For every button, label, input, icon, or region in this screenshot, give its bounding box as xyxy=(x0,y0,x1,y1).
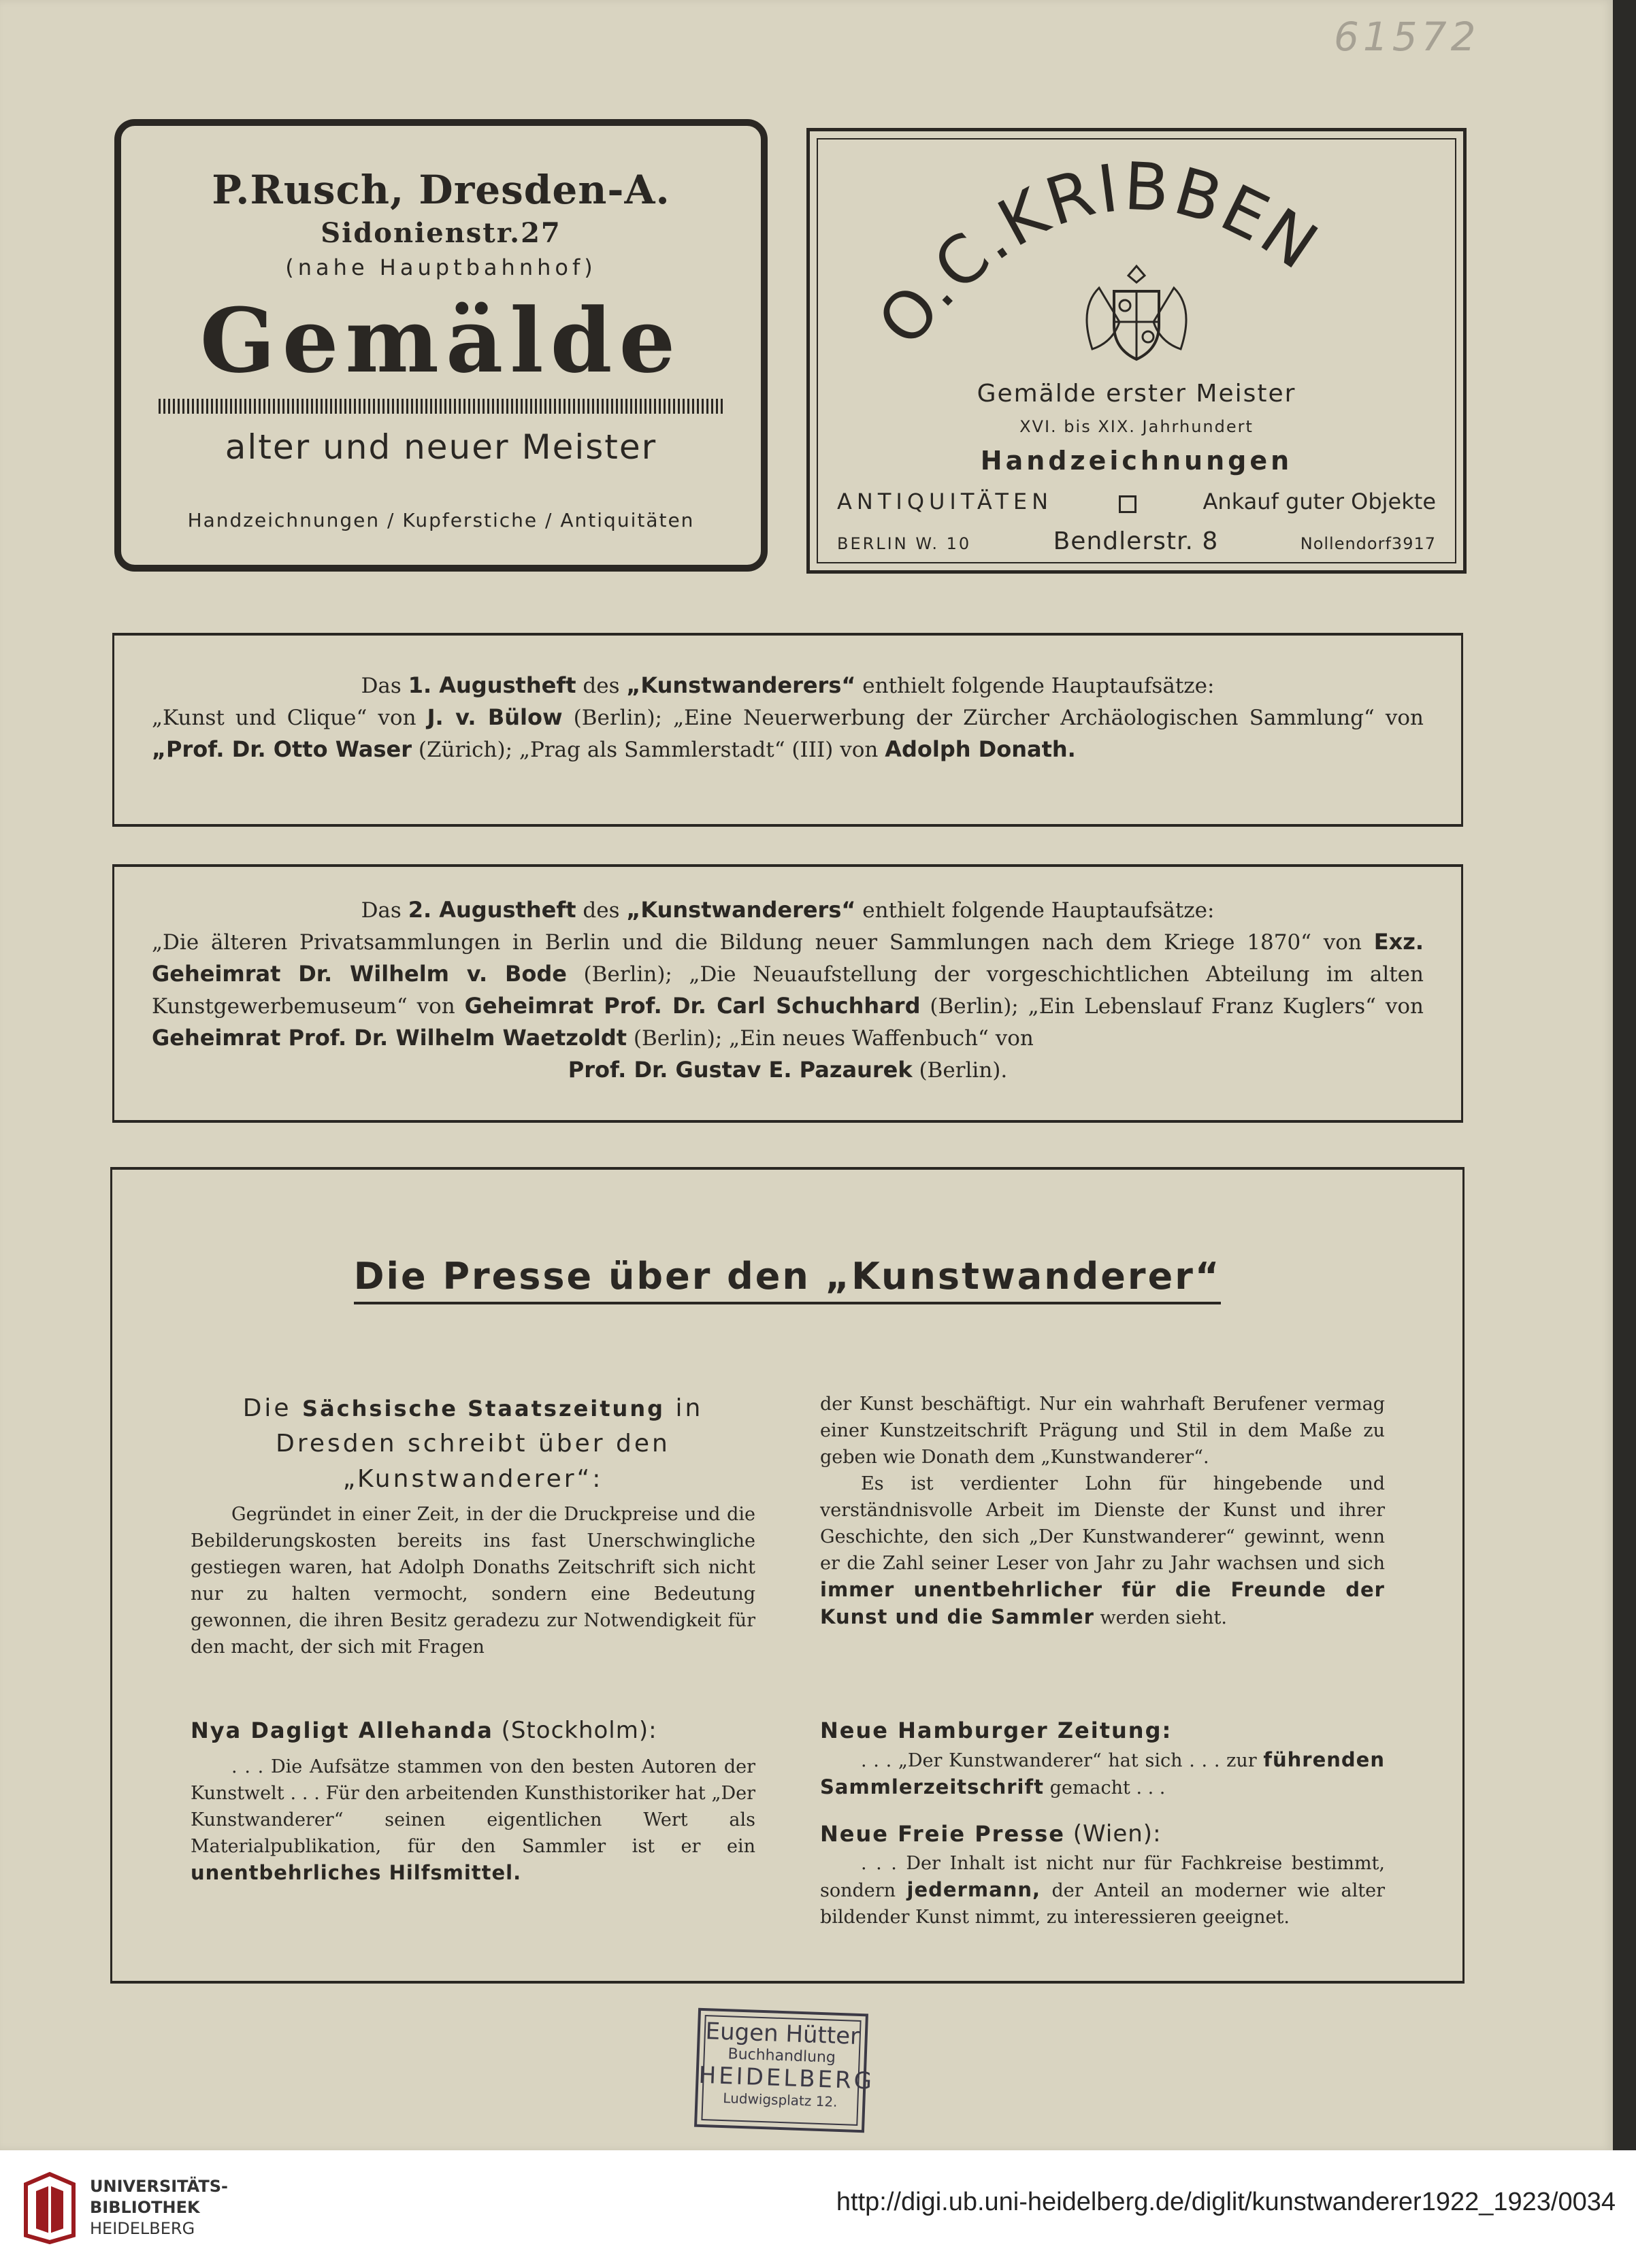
archive-number: 61572 xyxy=(1334,14,1480,60)
rusch-note: (nahe Hauptbahnhof) xyxy=(285,254,597,280)
press-quotes-box xyxy=(110,1167,1465,1984)
university-library-name: UNIVERSITÄTS- BIBLIOTHEK HEIDELBERG xyxy=(90,2177,229,2238)
rusch-street: Sidonienstr.27 xyxy=(321,217,561,249)
permalink-url[interactable]: http://digi.ub.uni-heidelberg.de/diglit/kunstwanderer1922_1923/0034 xyxy=(836,2188,1616,2216)
quote-source: Die Sächsische Staatszeitung in Dresden schreibt über den „Kunstwanderer“: xyxy=(242,1394,704,1493)
august-issue-2-text: Das 2. Augustheft des „Kunstwanderers“ enthielt folgende Hauptaufsätze: „Die älteren Privatsammlungen in Berlin und die Bildung neuer Sammlungen nach dem Kriege 1870“ von Exz. Geheimrat Dr. Wilhelm v. Bode (Berlin); „Die Neuaufstellung der vorgeschichtlichen Abteilung im alten Kunstgewerbemuseum“ von Geheimrat Prof. Dr. Carl Schuchhard (Berlin); „Ein Lebenslauf Franz Kuglers“ von Geheimrat Prof. Dr. Wilhelm Waetzoldt (Berlin); „Ein neues Waffenbuch“ von Prof. Dr. Gustav E. Pazaurek (Berlin). xyxy=(152,894,1424,1086)
august-issue-1-box xyxy=(112,633,1463,827)
press-title: Die Presse über den „Kunstwanderer“ xyxy=(112,1255,1462,1298)
kribben-tagline: Gemälde erster Meister xyxy=(977,380,1296,408)
bookseller-stamp: Eugen Hütter Buchhandlung HEIDELBERG Ludwigsplatz 12. xyxy=(694,2008,868,2133)
quote-source: Neue Hamburger Zeitung: xyxy=(820,1718,1173,1743)
august-issue-2-lead: Das 2. Augustheft des „Kunstwanderers“ enthielt folgende Hauptaufsätze: xyxy=(361,897,1215,923)
viewer-footer xyxy=(0,2150,1636,2268)
kribben-phone: Nollendorf3917 xyxy=(1300,534,1436,553)
square-bullet-icon xyxy=(1119,495,1136,513)
rusch-headline: Gemälde xyxy=(199,289,683,393)
kribben-purchase: Ankauf guter Objekte xyxy=(1203,489,1436,514)
scan-edge xyxy=(1613,0,1636,2150)
advertisement-kribben xyxy=(806,128,1467,574)
kribben-address xyxy=(837,527,1436,555)
august-issue-2-box xyxy=(112,864,1463,1123)
quote-neue-hamburger-zeitung: Neue Hamburger Zeitung: . . . „Der Kunstwanderer“ hat sich . . . zur führenden Sammlerzeitschrift gemacht . . . Neue Freie Presse (Wien): . . . Der Inhalt ist nicht nur für Fachkreise bestimmt, sondern jedermann, der Anteil an moderner wie alter bildender Kunst nimmt, zu interessieren geeignet. xyxy=(820,1714,1385,1930)
svg-text:O.C.KRIBBEN: O.C.KRIBBEN xyxy=(863,148,1333,360)
quote-nya-dagligt-allehanda: Nya Dagligt Allehanda (Stockholm): . . . Die Aufsätze stammen von den besten Autoren der Kunstwelt . . . Für den arbeitenden Kunsthistoriker hat „Der Kunstwanderer“ seinen eigentlichen Wert als Materialpublikation, für den Sammler ist er ein unentbehrliches Hilfsmittel. xyxy=(191,1714,755,1887)
advertisement-rusch xyxy=(114,119,768,572)
rusch-items: Handzeichnungen / Kupferstiche / Antiquitäten xyxy=(187,509,695,531)
university-library-logo-icon xyxy=(19,2171,80,2246)
kribben-drawings: Handzeichnungen xyxy=(980,446,1293,476)
kribben-city: BERLIN W. 10 xyxy=(837,534,972,553)
decorative-rule xyxy=(159,399,723,414)
august-issue-1-lead: Das 1. Augustheft des „Kunstwanderers“ enthielt folgende Hauptaufsätze: xyxy=(361,672,1215,698)
kribben-street: Bendlerstr. 8 xyxy=(1053,527,1219,555)
rusch-subline: alter und neuer Meister xyxy=(225,427,657,467)
august-issue-1-text: Das 1. Augustheft des „Kunstwanderers“ enthielt folgende Hauptaufsätze: „Kunst und Clique“ von J. v. Bülow (Berlin); „Eine Neuerwerbung der Zürcher Archäologischen Sammlung“ von „Prof. Dr. Otto Waser (Zürich); „Prag als Sammlerstadt“ (III) von Adolph Donath. xyxy=(152,670,1424,766)
kribben-period: XVI. bis XIX. Jahrhundert xyxy=(1019,417,1254,436)
quote-saechsische-continued: der Kunst beschäftigt. Nur ein wahrhaft Berufener vermag einer Kunstzeitschrift Prägung und Stil in dem Maße zu geben wie Donath dem „Kunstwanderer“. Es ist verdienter Lohn für hingebende und verständnisvolle Arbeit im Dienste der Kunst und ihrer Geschichte, den sich „Der Kunstwanderer“ gewinnt, wenn er die Zahl seiner Leser von Jahr zu Jahr wachsen und sich immer unentbehrlicher für die Freunde der Kunst und die Sammler werden sieht. xyxy=(820,1394,1385,1628)
kribben-services xyxy=(837,489,1436,514)
quote-source: Neue Freie Presse (Wien): xyxy=(820,1820,1162,1847)
coat-of-arms-icon xyxy=(1072,261,1201,363)
rusch-name: P.Rusch, Dresden-A. xyxy=(212,167,670,213)
quote-saechsische-staatszeitung: Die Sächsische Staatszeitung in Dresden schreibt über den „Kunstwanderer“: Gegründet in einer Zeit, in der die Druckpreise und die Bebilderungskosten bereits ins fast Unerschwingliche gestiegen waren, hat Adolph Donaths Zeitschrift sich nicht nur zu halten vermocht, sondern eine Bedeutung gewonnen, die ihren Besitz geradezu zur Notwendigkeit für den macht, der sich mit Fragen xyxy=(191,1391,755,1660)
quote-source: Nya Dagligt Allehanda (Stockholm): xyxy=(191,1717,657,1744)
kribben-antiques: ANTIQUITÄTEN xyxy=(837,489,1053,514)
